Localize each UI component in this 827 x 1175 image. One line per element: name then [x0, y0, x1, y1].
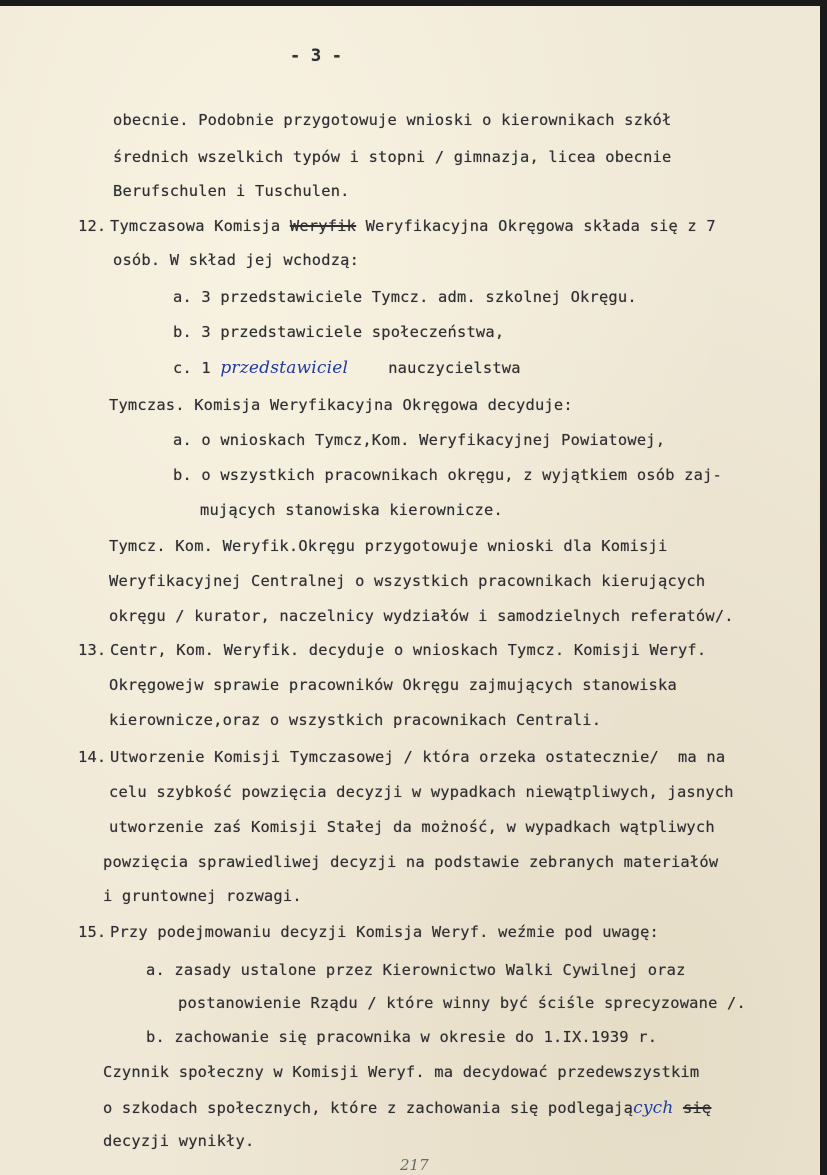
paragraph-13-first-line [78, 641, 706, 659]
text-line: Tymcz. Kom. Weryfik.Okręgu przygotowuje wnioski dla Komisji [109, 537, 668, 555]
text-line: osób. W skład jej wchodzą: [113, 251, 360, 269]
text-line: średnich wszelkich typów i stopni / gimnazja, licea obecnie [113, 148, 672, 166]
text-line: utworzenie zaś Komisji Stałej da możność, w wypadkach wątpliwych [109, 818, 715, 836]
text-line: decyzji wynikły. [103, 1132, 255, 1150]
text-span: Weryfikacyjna Okręgowa składa się z 7 [356, 217, 716, 235]
handwritten-insertion: cych [633, 1098, 674, 1118]
paragraph-number: 12. [78, 217, 107, 235]
page-number: - 3 - [290, 46, 343, 66]
list-item: b. 3 przedstawiciele społeczeństwa, [173, 323, 505, 341]
text-span: Utworzenie Komisji Tymczasowej / która orzeka ostatecznie/ ma na [110, 748, 726, 766]
struck-text: Weryfik [289, 217, 357, 235]
archive-pencil-mark: 217 [400, 1156, 429, 1174]
text-line: obecnie. Podobnie przygotowuje wnioski o kierownikach szkół [113, 111, 672, 129]
list-item: a. 3 przedstawiciele Tymcz. adm. szkolnej Okręgu. [173, 288, 637, 306]
paragraph-number: 14. [78, 748, 107, 766]
text-line: mujących stanowiska kierownicze. [200, 501, 503, 519]
text-line: Okręgowejw sprawie pracowników Okręgu zajmujących stanowiska [109, 676, 677, 694]
text-span: c. 1 [173, 359, 221, 377]
list-item [173, 358, 521, 378]
handwritten-insertion: przedstawiciel [220, 358, 349, 378]
text-line: i gruntownej rozwagi. [103, 887, 302, 905]
text-span: Centr, Kom. Weryfik. decyduje o wnioskach Tymcz. Komisji Weryf. [110, 641, 707, 659]
text-line: Czynnik społeczny w Komisji Weryf. ma decydować przedewszystkim [103, 1063, 700, 1081]
text-span: o szkodach społecznych, które z zachowania się podlegają [103, 1099, 634, 1117]
text-line [103, 1098, 711, 1118]
text-line: Tymczas. Komisja Weryfikacyjna Okręgowa decyduje: [109, 396, 573, 414]
paragraph-14-first-line [78, 748, 725, 766]
text-line: kierownicze,oraz o wszystkich pracownikach Centrali. [109, 711, 602, 729]
text-line: Berufschulen i Tuschulen. [113, 182, 350, 200]
struck-text: się [682, 1099, 712, 1117]
text-line: postanowienie Rządu / które winny być ściśle sprecyzowane /. [178, 994, 746, 1012]
document-page [0, 6, 820, 1175]
text-span: nauczycielstwa [388, 359, 521, 377]
paragraph-number: 13. [78, 641, 107, 659]
list-item: a. zasady ustalone przez Kierownictwo Walki Cywilnej oraz [146, 961, 686, 979]
text-line: powzięcia sprawiedliwej decyzji na podstawie zebranych materiałów [103, 853, 719, 871]
paragraph-15-first-line [78, 923, 659, 941]
text-line: okręgu / kurator, naczelnicy wydziałów i samodzielnych referatów/. [109, 607, 734, 625]
paragraph-number: 15. [78, 923, 107, 941]
list-item: b. o wszystkich pracownikach okręgu, z wyjątkiem osób zaj- [173, 466, 723, 484]
list-item: b. zachowanie się pracownika w okresie do 1.IX.1939 r. [146, 1028, 658, 1046]
text-line: celu szybkość powzięcia decyzji w wypadkach niewątpliwych, jasnych [109, 783, 734, 801]
text-line: Weryfikacyjnej Centralnej o wszystkich pracownikach kierujących [109, 572, 706, 590]
text-span: Tymczasowa Komisja [110, 217, 290, 235]
list-item: a. o wnioskach Tymcz,Kom. Weryfikacyjnej Powiatowej, [173, 431, 666, 449]
paragraph-12-first-line [78, 217, 716, 235]
text-span: Przy podejmowaniu decyzji Komisja Weryf. weźmie pod uwagę: [110, 923, 660, 941]
